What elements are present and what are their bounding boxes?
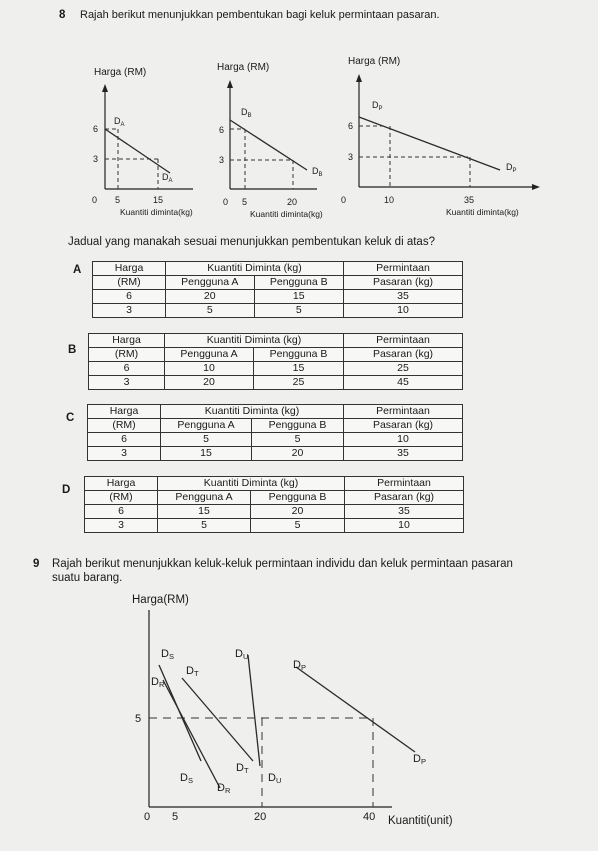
chart-p-x-arrow <box>532 184 540 190</box>
q9-label-du-top: DU <box>235 648 249 661</box>
option-d-table <box>84 476 464 533</box>
header-pengguna-a: Pengguna A <box>166 276 255 290</box>
q9-xtick-40: 40 <box>363 811 376 823</box>
chart-b-label-bottom: $D_B$ <box>312 166 323 178</box>
cell-pengguna-b: 5 <box>254 304 343 318</box>
cell-pengguna-b: 20 <box>251 505 345 519</box>
table-row <box>93 304 463 318</box>
chart-b-xtick-5: 5 <box>242 197 248 207</box>
q9-label-ds-top: DS <box>161 648 174 661</box>
question-9-text-line1: Rajah berikut menunjukkan keluk-keluk permintaan individu dan keluk permintaan pasaran <box>52 558 513 570</box>
header-rm: (RM) <box>89 348 165 362</box>
cell-pasaran: 10 <box>344 304 463 318</box>
cell-harga: 6 <box>88 433 161 447</box>
header-kuantiti: Kuantiti Diminta (kg) <box>161 405 344 419</box>
cell-harga: 6 <box>85 505 158 519</box>
chart-b-label-top: $D_B$ <box>241 107 252 119</box>
table-row <box>89 362 463 376</box>
chart-question-9 <box>120 588 480 828</box>
table-row <box>88 447 463 461</box>
q9-label-ds-bottom: DS <box>180 772 193 785</box>
header-rm: (RM) <box>85 491 158 505</box>
q9-xtick-20: 20 <box>254 811 267 823</box>
header-kuantiti: Kuantiti Diminta (kg) <box>165 334 344 348</box>
chart-b-y-arrow <box>227 80 233 88</box>
q9-label-dp-top: DP <box>293 659 306 672</box>
cell-pengguna-b: 5 <box>252 433 344 447</box>
cell-pengguna-a: 15 <box>161 447 252 461</box>
table-header-row <box>93 262 463 276</box>
cell-harga: 3 <box>88 447 161 461</box>
chart-b-xlabel: Kuantiti diminta(kg) <box>250 209 323 219</box>
header-rm: (RM) <box>93 276 166 290</box>
q9-label-dr-bottom: DR <box>217 782 231 795</box>
table-header-row <box>85 477 464 491</box>
question-8-number: 8 <box>59 9 66 21</box>
header-pasaran: Pasaran (kg) <box>345 491 464 505</box>
chart-p-xtick-35: 35 <box>464 195 475 205</box>
cell-pasaran: 10 <box>344 433 463 447</box>
header-permintaan: Permintaan <box>344 334 463 348</box>
chart-b-ytick-3: 3 <box>219 155 225 165</box>
header-rm: (RM) <box>88 419 161 433</box>
option-c-table <box>87 404 463 461</box>
table-header-row <box>85 491 464 505</box>
q9-label-dp-bottom: DP <box>413 753 426 766</box>
cell-pengguna-a: 10 <box>165 362 254 376</box>
cell-pengguna-b: 15 <box>254 290 343 304</box>
cell-pengguna-a: 5 <box>166 304 255 318</box>
header-pengguna-b: Pengguna B <box>251 491 345 505</box>
header-pengguna-a: Pengguna A <box>165 348 254 362</box>
header-pasaran: Pasaran (kg) <box>344 276 463 290</box>
question-8-prompt: Jadual yang manakah sesuai menunjukkan pembentukan keluk di atas? <box>68 236 435 248</box>
chart-a-label-bottom: $D_A$ <box>162 172 173 184</box>
chart-a-xtick-5: 5 <box>115 195 121 205</box>
header-harga: Harga <box>89 334 165 348</box>
chart-p-xtick-0: 0 <box>341 195 347 205</box>
header-harga: Harga <box>85 477 158 491</box>
chart-b-demand-curve <box>230 120 307 170</box>
option-a-label: A <box>73 264 82 276</box>
option-b-table <box>88 333 463 390</box>
table-row <box>89 376 463 390</box>
question-8-text: Rajah berikut menunjukkan pembentukan bagi keluk permintaan pasaran. <box>80 9 440 21</box>
cell-pengguna-a: 20 <box>165 376 254 390</box>
table-header-row <box>88 405 463 419</box>
chart-b-xtick-20: 20 <box>287 197 298 207</box>
q9-xlabel: Kuantiti(unit) <box>388 815 453 827</box>
chart-b-xtick-0: 0 <box>223 197 229 207</box>
chart-b-ylabel: Harga (RM) <box>217 62 270 73</box>
q9-xtick-0: 0 <box>144 811 151 823</box>
chart-a-xtick-15: 15 <box>153 195 164 205</box>
cell-pengguna-b: 20 <box>252 447 344 461</box>
chart-a-ylabel: Harga (RM) <box>94 67 147 78</box>
cell-harga: 3 <box>89 376 165 390</box>
header-pengguna-b: Pengguna B <box>254 276 343 290</box>
cell-pasaran: 45 <box>344 376 463 390</box>
header-pengguna-b: Pengguna B <box>252 419 344 433</box>
chart-market-p <box>340 52 540 222</box>
chart-p-xtick-10: 10 <box>384 195 395 205</box>
chart-a-xtick-0: 0 <box>92 195 98 205</box>
chart-consumer-a <box>78 58 208 223</box>
table-header-row <box>89 348 463 362</box>
cell-pasaran: 10 <box>345 519 464 533</box>
option-c-label: C <box>66 412 75 424</box>
q9-label-dr-top: DR <box>151 676 165 689</box>
option-d-label: D <box>62 484 71 496</box>
chart-p-ylabel: Harga (RM) <box>348 56 401 67</box>
cell-pasaran: 35 <box>344 447 463 461</box>
table-row <box>85 519 464 533</box>
q9-ylabel: Harga(RM) <box>132 594 189 606</box>
header-pasaran: Pasaran (kg) <box>344 348 463 362</box>
cell-harga: 6 <box>93 290 166 304</box>
cell-pengguna-a: 5 <box>161 433 252 447</box>
table-row <box>88 433 463 447</box>
table-row <box>93 290 463 304</box>
cell-pengguna-b: 5 <box>251 519 345 533</box>
option-b-label: B <box>68 344 77 356</box>
header-harga: Harga <box>88 405 161 419</box>
chart-a-ytick-3: 3 <box>93 154 99 164</box>
q9-label-dt-top: DT <box>186 665 199 678</box>
cell-pasaran: 35 <box>344 290 463 304</box>
chart-b-ytick-6: 6 <box>219 125 225 135</box>
q9-ytick-5: 5 <box>135 713 142 725</box>
header-kuantiti: Kuantiti Diminta (kg) <box>166 262 344 276</box>
cell-pengguna-b: 15 <box>254 362 344 376</box>
q9-curve-dt <box>182 678 253 761</box>
cell-harga: 3 <box>93 304 166 318</box>
header-pasaran: Pasaran (kg) <box>344 419 463 433</box>
cell-pasaran: 35 <box>345 505 464 519</box>
chart-a-label-top: $D_A$ <box>114 116 125 128</box>
table-row <box>85 505 464 519</box>
q9-curve-du <box>248 655 260 766</box>
question-9-text-line2: suatu barang. <box>52 572 123 584</box>
option-a-table <box>92 261 463 318</box>
chart-p-label-bottom: $D_P$ <box>506 162 517 174</box>
q9-curve-dp <box>296 667 415 752</box>
header-kuantiti: Kuantiti Diminta (kg) <box>158 477 345 491</box>
cell-harga: 6 <box>89 362 165 376</box>
cell-pengguna-a: 5 <box>158 519 251 533</box>
chart-p-label-top: $D_P$ <box>372 100 383 112</box>
q9-label-du-bottom: DU <box>268 772 282 785</box>
q9-label-dt-bottom: DT <box>236 762 249 775</box>
q9-curve-dr <box>163 680 220 788</box>
chart-a-y-arrow <box>102 84 108 92</box>
chart-a-demand-curve <box>105 129 170 173</box>
table-header-row <box>93 276 463 290</box>
chart-p-y-arrow <box>356 74 362 82</box>
header-pengguna-a: Pengguna A <box>158 491 251 505</box>
cell-pasaran: 25 <box>344 362 463 376</box>
chart-p-ytick-3: 3 <box>348 152 354 162</box>
question-9-number: 9 <box>33 558 40 570</box>
header-permintaan: Permintaan <box>344 405 463 419</box>
cell-pengguna-b: 25 <box>254 376 344 390</box>
chart-p-ytick-6: 6 <box>348 121 354 131</box>
chart-p-xlabel: Kuantiti diminta(kg) <box>446 207 519 217</box>
chart-a-ytick-6: 6 <box>93 124 99 134</box>
header-pengguna-a: Pengguna A <box>161 419 252 433</box>
cell-pengguna-a: 20 <box>166 290 255 304</box>
chart-consumer-b <box>205 58 340 223</box>
chart-a-xlabel: Kuantiti diminta(kg) <box>120 207 193 217</box>
header-permintaan: Permintaan <box>345 477 464 491</box>
header-harga: Harga <box>93 262 166 276</box>
table-header-row <box>88 419 463 433</box>
table-header-row <box>89 334 463 348</box>
cell-pengguna-a: 15 <box>158 505 251 519</box>
chart-p-demand-curve <box>359 117 500 170</box>
cell-harga: 3 <box>85 519 158 533</box>
header-permintaan: Permintaan <box>344 262 463 276</box>
q9-xtick-5: 5 <box>172 811 179 823</box>
header-pengguna-b: Pengguna B <box>254 348 344 362</box>
